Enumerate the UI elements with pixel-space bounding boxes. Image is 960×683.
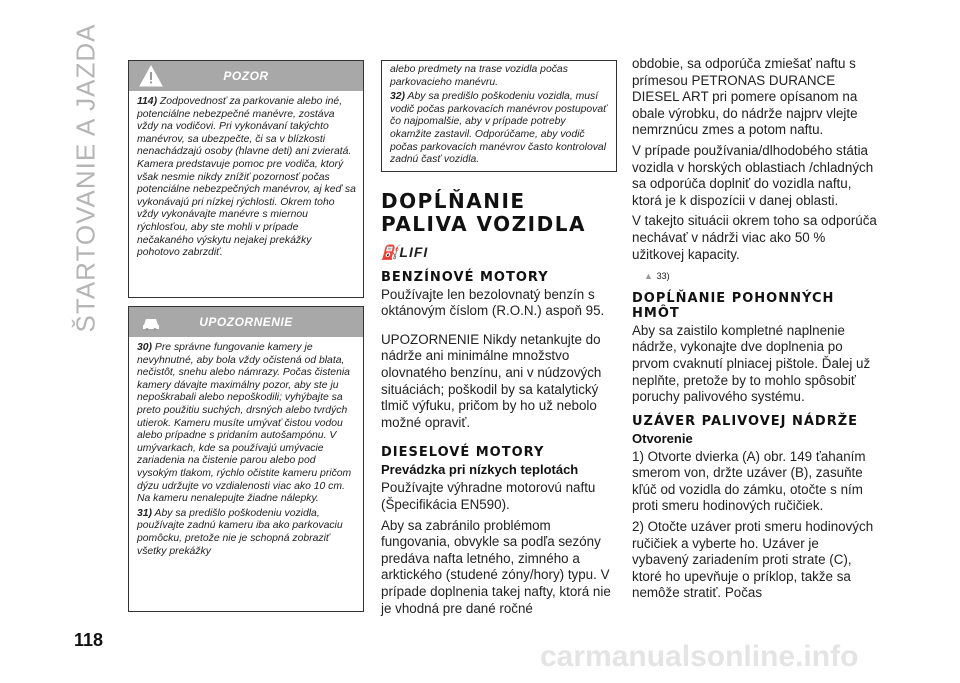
petrol-engines-heading: BENZÍNOVÉ MOTORY [381, 269, 549, 285]
chapter-side-title-text: ŠTARTOVANIE A JAZDA [70, 23, 101, 333]
column-3 [381, 190, 617, 621]
notice-box-body [129, 337, 363, 564]
warning-ref-number: 114) [137, 96, 158, 107]
warning-box-body [129, 91, 363, 266]
notice-text-32: Aby sa predišlo poškodeniu vozidla, musí vodič počas parkovacích manévrov postupovať čo najpomalšie, aby v prípade potreby okamžite zastavil. Odporúčame, aby vodič počas parkovacích manévrov často kontroloval zadnú časť vozidla. [390, 91, 607, 166]
notice-paragraph-30 [137, 342, 357, 506]
col4-paragraph-1: obdobie, sa odporúča zmiešať naftu s prímesou PETRONAS DURANCE DIESEL ART pri pomere opísanom na obale výrobku, do nádrže najprv vlejte nemrznúcu zmes a potom naftu. [632, 56, 858, 138]
warning-box [128, 60, 364, 298]
reference-number: 33) [656, 271, 670, 282]
notice-text-31: Aby sa predišlo poškodeniu vozidla, používajte zadnú kameru iba ako parkovaciu pomôcku, pretože nie je schopná zobraziť všetky prekážky [137, 507, 343, 557]
notice-paragraph-31 [137, 508, 357, 558]
petrol-paragraph-1: Používajte len bezolovnatý benzín s oktánovým číslom (R.O.N.) aspoň 95. [381, 286, 605, 319]
diesel-paragraph-1: Používajte výhradne motorovú naftu (Špecifikácia EN590). [381, 480, 596, 512]
continuation-paragraph: alebo predmety na trase vozidla počas parkovacieho manévru. [390, 64, 568, 88]
refuelling-heading: DOPĹŇANIE POHONNÝCH HMÔT [632, 290, 835, 321]
notice-box [128, 306, 364, 612]
col4-paragraph-6: 2) Otočte uzáver proti smeru hodinových ručičiek a vyberte ho. Uzáver je vybavený zariadením proti strate (C), ktoré ho upevňuje o príklop, takže sa nemôže stratiť. Počas [632, 519, 874, 601]
col4-paragraph-4: Aby sa zaistilo kompletné naplnenie nádrže, vykonajte dve doplnenia po prvom cvaknutí plniacej pištole. Ďalej už neplňte, pretože by to mohlo spôsobiť poruchy palivového systému. [632, 322, 871, 405]
fuel-pump-icon: ⛽LIFI [381, 244, 429, 260]
fuel-cap-heading: UZÁVER PALIVOVEJ NÁDRŽE [632, 413, 859, 429]
fuel-refill-heading: DOPĹŇANIE PALIVA VOZIDLA [381, 189, 586, 236]
diesel-paragraph-2: Aby sa zabránilo problémom fungovania, obvykle sa podľa sezóny predáva nafta letného, zimného a arktického (studené zóny/hory) typu. V prípade doplnenia takej nafty, ktorá nie je vhodná pre dané ročné [381, 517, 611, 616]
petrol-paragraph-2: UPOZORNENIE Nikdy netankujte do nádrže ani minimálne množstvo olovnatého benzínu, ani v núdzových situáciách; poškodil by sa katalytický tlmič výfuku, pričom by ho už nebolo možné opraviť. [381, 331, 602, 430]
continuation-box [381, 60, 617, 172]
notice-ref-30: 30) [137, 342, 153, 353]
warning-text: Zodpovednosť za parkovanie alebo iné, potenciálne nebezpečné manévre, zostáva vždy na vodičovi. Pri vykonávaní takýchto manévrov, sa ubezpečte, či sa v blízkosti nenachádzajú osoby (hlavne deti) ani zvieratá. Kamera predstavuje pomoc pre vodiča, ktorý však nesmie nikdy znížiť pozornosť počas potenciálne nebezpečných manévrov, aj keď sa vykonávajú pri nízkej rýchlosti. Okrem toho vždy vykonávajte manévre s miernou rýchlosťou, aby ste mohli v prípade nečakaného výskytu nejakej prekážky pohotovo zabrzdiť. [137, 96, 356, 259]
diesel-engines-heading: DIESELOVÉ MOTORY [381, 445, 545, 461]
warning-paragraph [137, 96, 357, 260]
reference-row [644, 267, 878, 285]
notice-ref-31: 31) [137, 507, 153, 519]
page-number: 118 [74, 630, 104, 650]
notice-box-title: UPOZORNENIE [199, 315, 293, 329]
warning-box-title: POZOR [223, 69, 269, 83]
notice-ref-32: 32) [390, 91, 406, 103]
continuation-box-body [382, 61, 616, 173]
small-warning-icon: ▲ [644, 271, 653, 282]
diesel-subheading: Prevádzka pri nízkych teplotách [381, 462, 579, 478]
chapter-side-title [68, 23, 104, 333]
col4-paragraph-5: 1) Otvorte dvierka (A) obr. 149 ťahaním smerom von, držte uzáver (B), zasuňte kľúč od vozidla do zámku, otočte s ním proti smeru hodinových ručičiek. [632, 448, 866, 514]
col4-paragraph-3: V takejto situácii okrem toho sa odporúča nechávať v nádrži viac ako 50 % užitkovej kapacity. [632, 213, 877, 262]
continuation-paragraph-32 [390, 91, 610, 167]
footer-watermark: carmanualsonline.info [540, 640, 859, 673]
column-4 [632, 56, 878, 606]
col4-paragraph-2: V prípade používania/dlhodobého státia vozidla v horských oblastiach /chladných sa odporúča doplniť do vozidla naftu, ktorá je k dispozícii v danej oblasti. [632, 142, 874, 208]
notice-box-header [129, 307, 363, 337]
opening-subheading: Otvorenie [632, 430, 693, 446]
fuel-icon-row [381, 244, 617, 262]
notice-text-30: Pre správne fungovanie kamery je nevyhnutné, aby bola vždy očistená od blata, nečistôt, snehu alebo námrazy. Počas čistenia kamery dávajte maximálny pozor, aby ste ju nepoškrabali alebo nepoškodili; vyhýbajte sa preto použitiu suchých, drsných alebo tvrdých utierok. Kameru musíte umývať čistou vodou alebo prípadne s pridaním autošampónu. V umývarkach, kde sa používajú umývacie zariadenia na čistenie parou alebo pod vysokým tlakom, rýchlo očistite kameru pričom dýzu udržujte vo vzdialenosti viac ako 10 cm. Na kameru nenalepujte žiadne nálepky. [137, 342, 352, 505]
warning-box-header [129, 61, 363, 91]
